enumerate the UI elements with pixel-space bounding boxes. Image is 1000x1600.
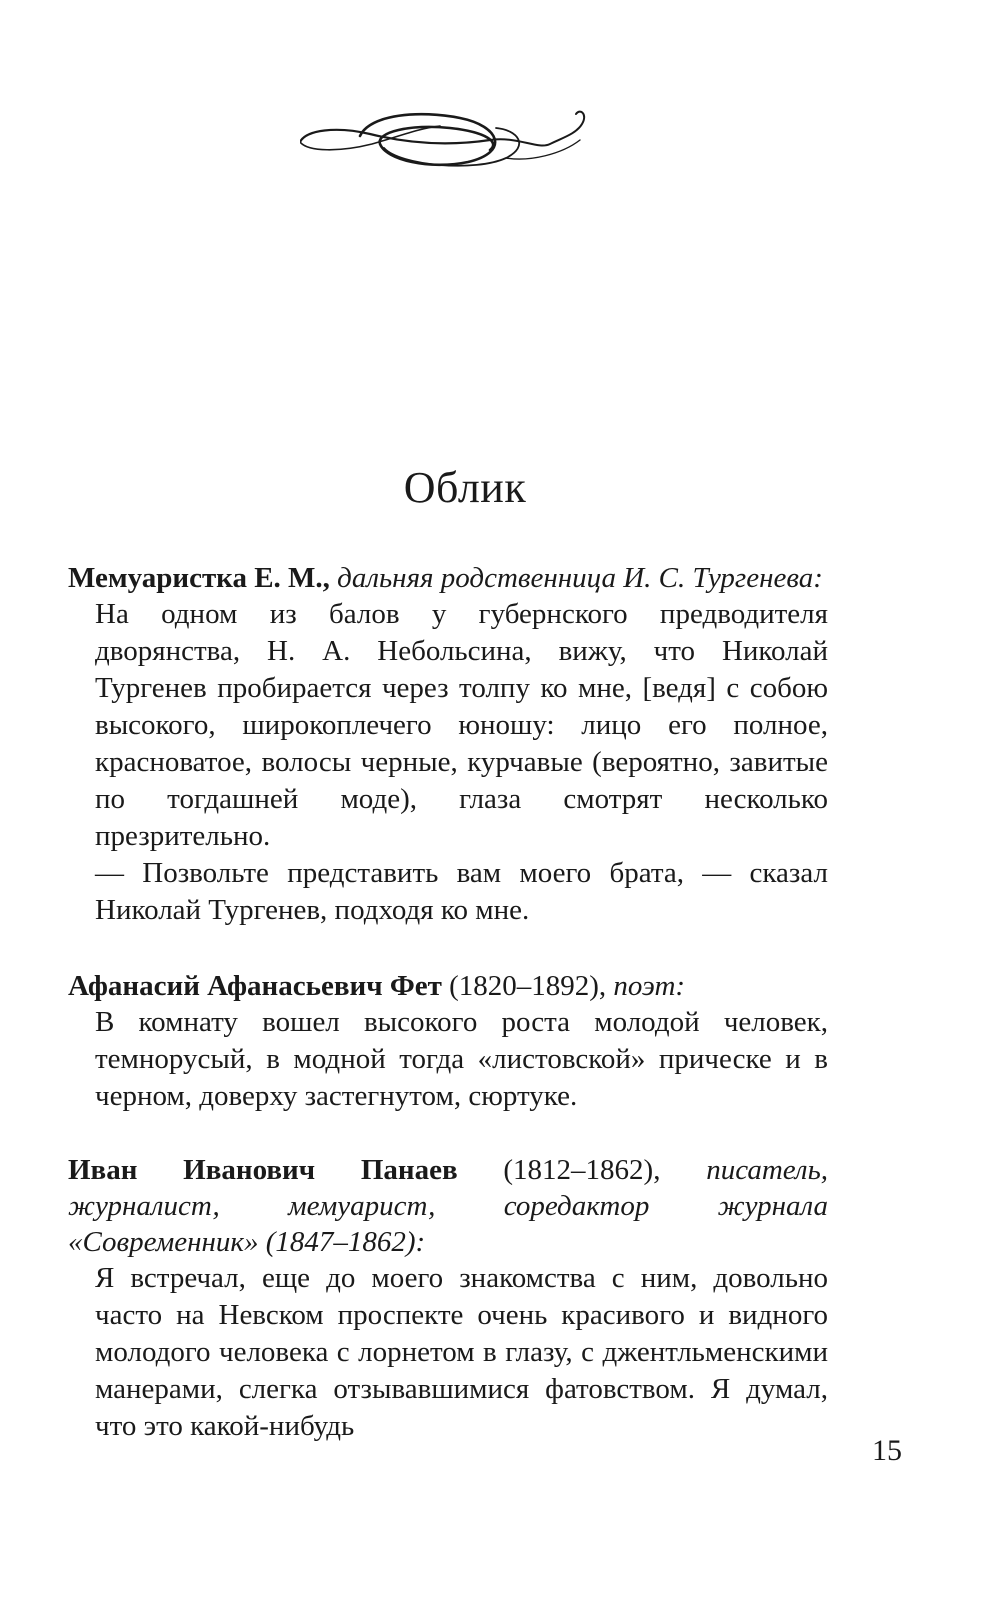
quote xyxy=(68,1260,828,1445)
author-description: писатель, журналист, мемуарист, соредактор журнала «Современник» (1847–1862): xyxy=(68,1154,829,1258)
author-description: дальняя родственница И. С. Тургенева: xyxy=(337,562,823,594)
quote-paragraph: В комнату вошел высокого роста молодой человек, темнорусый, в модной тогда «листовской» прическе и в черном, доверху застегнутом, сюртуке. xyxy=(95,1006,828,1112)
author-years: (1820–1892), xyxy=(449,970,607,1002)
author-name: Иван Иванович Панаев xyxy=(68,1154,458,1186)
author-name: Афанасий Афанасьевич Фет xyxy=(68,970,442,1002)
author-line xyxy=(68,560,828,596)
author-line xyxy=(68,968,828,1004)
entry-memoirist-em xyxy=(68,560,828,929)
quote xyxy=(68,596,828,929)
entry-fet xyxy=(68,968,828,1115)
quote-paragraph: На одном из балов у губернского предводителя дворянства, Н. А. Небольсина, вижу, что Николай Тургенев пробирается через толпу ко мне, [ведя] с собою высокого, широкоплечего юношу: лицо его полное, красноватое, волосы черные, курчавые (вероятно, завитые по тогдашней моде), глаза смотрят несколько презрительно. xyxy=(95,598,828,852)
author-years: (1812–1862), xyxy=(503,1154,661,1186)
author-description: поэт: xyxy=(613,970,686,1002)
flourish-ornament-icon xyxy=(300,100,600,180)
quote xyxy=(68,1004,828,1115)
quote-paragraph: — Позвольте представить вам моего брата, — сказал Николай Тургенев, подходя ко мне. xyxy=(95,857,828,926)
entry-panaev xyxy=(68,1152,828,1445)
author-name: Мемуаристка Е. М., xyxy=(68,562,330,594)
author-line xyxy=(68,1152,828,1260)
chapter-title: Облик xyxy=(403,463,527,512)
page-number: 15 xyxy=(872,1434,902,1467)
quote-paragraph: Я встречал, еще до моего знакомства с ним, довольно часто на Невском проспекте очень красивого и видного молодого человека с лорнетом в глазу, с джентльменскими манерами, слегка отзывавшимися фатовством. Я думал, что это какой-нибудь xyxy=(95,1262,828,1442)
